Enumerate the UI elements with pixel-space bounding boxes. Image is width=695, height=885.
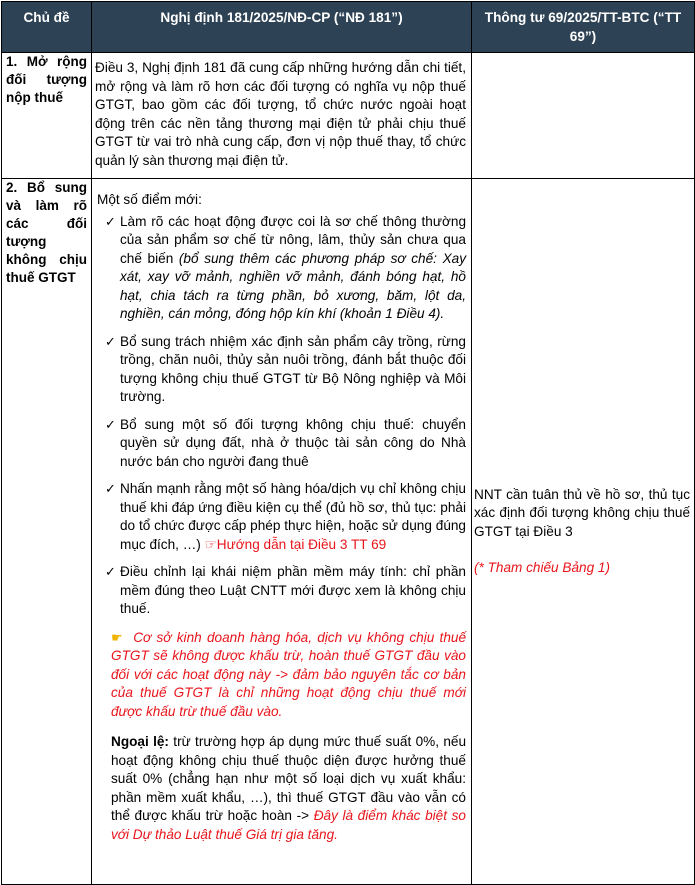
table-row-2 <box>2 179 695 885</box>
nd181-cell-2 <box>92 179 472 885</box>
checkmark-icon: ✓ <box>105 481 116 496</box>
list-item <box>95 213 466 324</box>
topic-cell-2: 2. Bổ sung và làm rõ các đối tượng không chịu thuế GTGT <box>2 179 92 885</box>
checkmark-icon: ✓ <box>105 416 116 432</box>
item4-text: Nhấn mạnh rằng một số hàng hóa/dịch vụ chỉ không chịu thuế khi đáp ứng điều kiện cụ thể (đủ hồ sơ, thủ tục: phải do tổ chức được cấp phép thực hiện, hoặc sử dụng đúng mục đích, …) <box>120 481 466 552</box>
comparison-table <box>1 1 695 885</box>
note-paragraph <box>95 629 466 722</box>
item5-text: Điều chỉnh lại khái niệm phần mềm máy tính: chỉ phần mềm đúng theo Luật CNTT mới được xem là không chịu thuế. <box>120 564 466 616</box>
table-header-row <box>2 2 695 53</box>
list-item <box>95 416 466 472</box>
list-item <box>95 333 466 407</box>
checkmark-icon: ✓ <box>105 213 116 229</box>
table-row-1 <box>2 53 695 179</box>
nd181-text-1: Điều 3, Nghị định 181 đã cung cấp những hướng dẫn chi tiết, mở rộng và làm rõ hơn các đối tượng có nghĩa vụ nộp thuế GTGT, bao gồm các đối tượng, tổ chức nước ngoài hoạt động trên các nền tảng thương mại điện tử phải chịu thuế GTGT từ vai trò nhà cung cấp, đơn vị nộp thuế thay, tổ chức quản lý sàn thương mại điện tử. <box>95 60 466 168</box>
item2-text: Bổ sung trách nhiệm xác định sản phẩm cây trồng, rừng trồng, chăn nuôi, thủy sản nuôi trồng, đánh bắt thuộc đối tượng không chịu thuế GTGT từ Bộ Nông nghiệp và Môi trường. <box>120 333 466 404</box>
header-topic: Chủ đề <box>2 2 92 53</box>
hand-pointing-icon: ☛ <box>111 629 123 645</box>
tt69-cell-2 <box>472 179 695 885</box>
hand-point-right-icon: ☞ <box>204 536 217 552</box>
list-item <box>95 563 466 619</box>
exception-red-text: Đây là điểm khác biệt so với Dự thảo Luật thuế Giá trị gia tăng. <box>111 808 466 842</box>
intro-text: Một số điểm mới: <box>97 192 202 207</box>
item3-text: Bổ sung một số đối tượng không chịu thuế: chuyển quyền sử dụng đất, nhà ở thuộc tài sản công do Nhà nước bán cho người đang thuê <box>120 416 466 469</box>
topic-cell-1: 1. Mở rộng đối tượng nộp thuế <box>2 53 92 179</box>
tt69-reference: (* Tham chiếu Bảng 1) <box>474 560 611 575</box>
item1-text: Làm rõ các hoạt động được coi là sơ chế thông thường của sản phẩm sơ chế từ nông, lâm, thủy sản chưa qua chế biến <box>120 213 466 266</box>
item1-italic: (bổ sung thêm các phương pháp sơ chế: Xay xát, xay vỡ mảnh, nghiền vỡ mảnh, đánh bóng hạt, hồ hạt, chia tách ra từng phần, bỏ xương, băm, lột da, nghiền, cán mỏng, đóng hộp kín khí (khoản 1 Điều 4). <box>120 250 466 321</box>
exception-label: Ngoại lệ: <box>111 734 169 749</box>
checkmark-icon: ✓ <box>105 564 116 579</box>
tt69-cell-1 <box>472 53 695 179</box>
list-item <box>95 480 466 554</box>
header-tt69: Thông tư 69/2025/TT-BTC (“TT 69”) <box>472 2 695 53</box>
tt69-text-2: NNT cần tuân thủ về hồ sơ, thủ tục xác định đối tượng không chịu thuế GTGT tại Điều 3 <box>474 486 690 539</box>
exception-paragraph <box>95 733 466 844</box>
note-text: Cơ sở kinh doanh hàng hóa, dịch vụ không chịu thuế GTGT sẽ không được khấu trừ, hoàn thuế GTGT đầu vào đối với các hoạt động này -> đảm bảo nguyên tắc cơ bản của thuế GTGT là chỉ những hoạt động chịu thuế mới được khấu trừ thuế đầu vào. <box>111 629 466 719</box>
header-nd181: Nghị định 181/2025/NĐ-CP (“NĐ 181”) <box>92 2 472 53</box>
nd181-cell-1 <box>92 53 472 179</box>
checkmark-icon: ✓ <box>105 333 116 349</box>
item4-reference: Hướng dẫn tại Điều 3 TT 69 <box>216 536 387 552</box>
exception-text: trừ trường hợp áp dụng mức thuế suất 0%, nếu hoạt động không chịu thuế thuộc diện được hưởng thuế suất 0% (chẳng hạn như một số loại dịch vụ xuất khẩu: phần mềm xuất khẩu, …), thì thuế GTGT đầu vào vẫn có thể được khấu trừ hoặc hoàn -> <box>111 734 467 823</box>
